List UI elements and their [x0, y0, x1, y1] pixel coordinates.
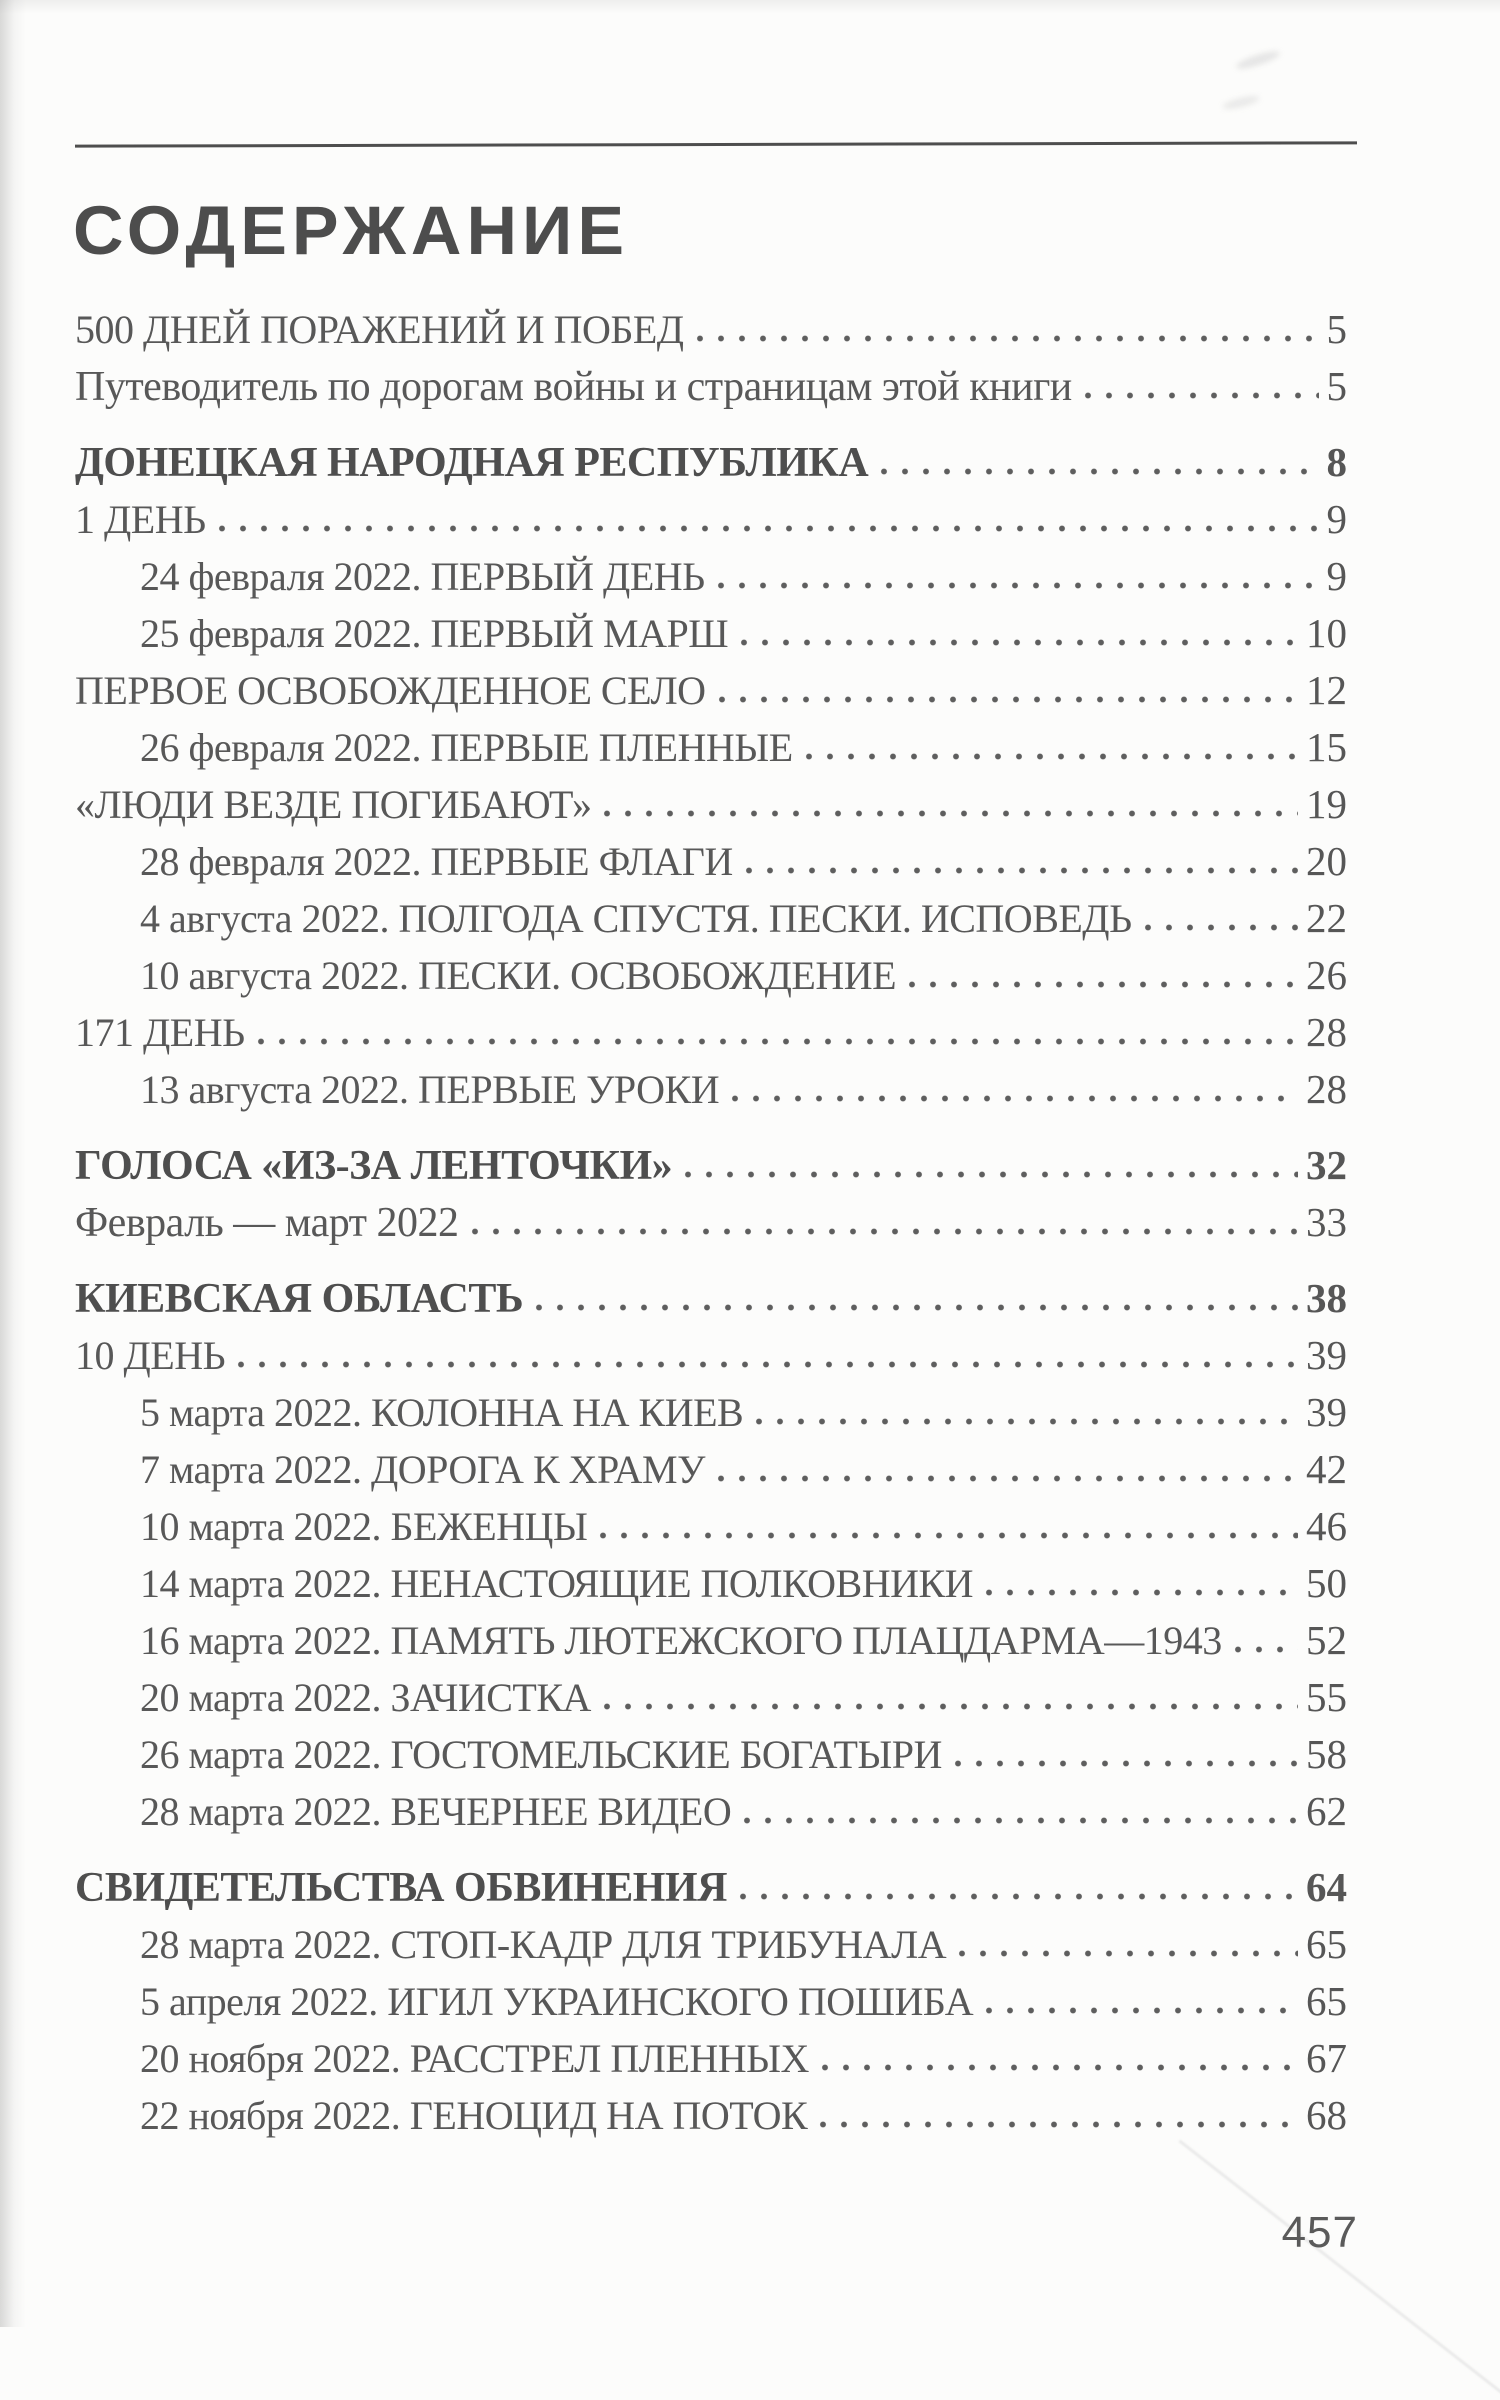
- toc-entry-page: 67: [1306, 2035, 1347, 2081]
- toc-entry-label: 20 ноября 2022. РАССТРЕЛ ПЛЕННЫХ: [140, 2036, 809, 2081]
- toc-entry: [75, 605, 1347, 662]
- dot-leader: [684, 1170, 1298, 1179]
- toc-entry: [75, 1555, 1347, 1612]
- toc-entry-label: 25 февраля 2022. ПЕРВЫЙ МАРШ: [140, 611, 729, 656]
- toc-entry: [75, 1726, 1347, 1783]
- toc-entry-label: 28 февраля 2022. ПЕРВЫЕ ФЛАГИ: [140, 839, 733, 884]
- dot-leader: [731, 1094, 1298, 1103]
- toc-entry-page: 22: [1306, 895, 1347, 941]
- toc-entry-label: 13 августа 2022. ПЕРВЫЕ УРОКИ: [140, 1067, 720, 1112]
- dot-leader: [739, 1892, 1298, 1901]
- dot-leader: [599, 1531, 1298, 1540]
- toc-entry-page: 8: [1326, 439, 1347, 485]
- toc-entry-label: 28 марта 2022. ВЕЧЕРНЕЕ ВИДЕО: [140, 1789, 732, 1834]
- toc-entry: [75, 1061, 1347, 1118]
- toc-entry: [75, 1441, 1347, 1498]
- toc-entry: [75, 1859, 1347, 1916]
- toc-entry: [75, 491, 1347, 548]
- dot-leader: [740, 638, 1298, 647]
- toc-entry-page: 68: [1306, 2092, 1347, 2138]
- toc-entry: [75, 301, 1347, 358]
- toc-entry-page: 46: [1306, 1503, 1347, 1549]
- dot-leader: [717, 581, 1319, 590]
- toc-entry-page: 65: [1306, 1921, 1347, 1967]
- toc-entry: [75, 719, 1347, 776]
- page-title: СОДЕРЖАНИЕ: [73, 192, 630, 269]
- toc-entry: [75, 947, 1347, 1004]
- toc-entry: [75, 1270, 1347, 1327]
- toc-entry-page: 10: [1306, 610, 1347, 656]
- dot-leader: [880, 467, 1318, 476]
- dot-leader: [908, 980, 1298, 989]
- toc-entry-label: «ЛЮДИ ВЕЗДЕ ПОГИБАЮТ»: [75, 782, 592, 827]
- toc-entry: [75, 1612, 1347, 1669]
- toc-entry-page: 9: [1326, 496, 1347, 542]
- toc-entry-label: 26 февраля 2022. ПЕРВЫЕ ПЛЕННЫЕ: [140, 725, 793, 770]
- toc-entry-label: 20 марта 2022. ЗАЧИСТКА: [140, 1675, 591, 1720]
- dot-leader: [755, 1417, 1298, 1426]
- toc-entry-page: 5: [1326, 363, 1347, 409]
- toc-entry: [75, 1327, 1347, 1384]
- toc-entry-page: 28: [1306, 1009, 1347, 1055]
- toc-entry-label: 7 марта 2022. ДОРОГА К ХРАМУ: [140, 1447, 705, 1492]
- toc-entry-page: 33: [1306, 1199, 1347, 1245]
- toc-entry-label: ДОНЕЦКАЯ НАРОДНАЯ РЕСПУБЛИКА: [75, 440, 869, 486]
- toc-entry: [75, 1783, 1347, 1840]
- toc-entry: [75, 548, 1347, 605]
- toc-entry-label: 10 ДЕНЬ: [75, 1333, 226, 1378]
- dot-leader: [954, 1759, 1298, 1768]
- toc-entry-label: 5 апреля 2022. ИГИЛ УКРАИНСКОГО ПОШИБА: [140, 1979, 974, 2024]
- dot-leader: [603, 1702, 1298, 1711]
- toc-entry: [75, 1498, 1347, 1555]
- toc-entry-page: 15: [1306, 724, 1347, 770]
- dot-leader: [471, 1227, 1298, 1236]
- toc-entry: [75, 776, 1347, 833]
- toc-entry-label: 16 марта 2022. ПАМЯТЬ ЛЮТЕЖСКОГО ПЛАЦДАРМА—1943: [140, 1618, 1222, 1663]
- dot-leader: [696, 334, 1319, 343]
- toc-entry-page: 28: [1306, 1066, 1347, 1112]
- toc-entry-page: 64: [1306, 1864, 1347, 1910]
- toc-entry: [75, 1004, 1347, 1061]
- dot-leader: [1084, 391, 1319, 400]
- dot-leader: [237, 1360, 1298, 1369]
- toc-entry: [75, 1669, 1347, 1726]
- toc-entry-page: 12: [1306, 667, 1347, 713]
- toc-entry-page: 39: [1306, 1332, 1347, 1378]
- toc-entry-label: 14 марта 2022. НЕНАСТОЯЩИЕ ПОЛКОВНИКИ: [140, 1561, 974, 1606]
- toc-entry: [75, 662, 1347, 719]
- toc-entry-page: 5: [1326, 306, 1347, 352]
- toc-entry-label: 5 марта 2022. КОЛОННА НА КИЕВ: [140, 1390, 744, 1435]
- dot-leader: [821, 2063, 1298, 2072]
- dot-leader: [603, 809, 1298, 818]
- dot-leader: [535, 1303, 1298, 1312]
- toc-entry-page: 39: [1306, 1389, 1347, 1435]
- toc-entry: [75, 1973, 1347, 2030]
- toc-entry-label: 24 февраля 2022. ПЕРВЫЙ ДЕНЬ: [140, 554, 705, 599]
- toc-entry-page: 42: [1306, 1446, 1347, 1492]
- dot-leader: [257, 1037, 1298, 1046]
- dot-leader: [718, 695, 1298, 704]
- toc-entry: [75, 1916, 1347, 1973]
- toc-entry-label: 10 марта 2022. БЕЖЕНЦЫ: [140, 1504, 588, 1549]
- toc-entry-label: 4 августа 2022. ПОЛГОДА СПУСТЯ. ПЕСКИ. ИСПОВЕДЬ: [140, 896, 1132, 941]
- scan-shadow-top: [0, 0, 1500, 14]
- toc-entry-page: 32: [1306, 1142, 1347, 1188]
- toc-entry: [75, 2030, 1347, 2087]
- dot-leader: [1234, 1645, 1298, 1654]
- toc-entry-label: КИЕВСКАЯ ОБЛАСТЬ: [75, 1276, 524, 1322]
- dot-leader: [218, 524, 1319, 533]
- toc-entry-page: 19: [1306, 781, 1347, 827]
- toc-entry-label: ГОЛОСА «ИЗ-ЗА ЛЕНТОЧКИ»: [75, 1143, 673, 1189]
- dot-leader: [985, 2006, 1298, 2015]
- toc-entry-page: 65: [1306, 1978, 1347, 2024]
- toc-entry: [75, 890, 1347, 947]
- toc-entry: [75, 2087, 1347, 2144]
- toc-entry-page: 50: [1306, 1560, 1347, 1606]
- dot-leader: [958, 1949, 1298, 1958]
- scan-smudge: [1235, 48, 1282, 72]
- toc-entry: [75, 1194, 1347, 1251]
- toc-entry-page: 26: [1306, 952, 1347, 998]
- toc-entry-page: 38: [1306, 1275, 1347, 1321]
- toc-entry-page: 52: [1306, 1617, 1347, 1663]
- toc-entry-label: 171 ДЕНЬ: [75, 1010, 245, 1055]
- toc-entry-page: 9: [1326, 553, 1347, 599]
- toc-entry-label: 500 ДНЕЙ ПОРАЖЕНИЙ И ПОБЕД: [75, 307, 684, 352]
- table-of-contents: [75, 301, 1347, 2144]
- toc-entry-page: 58: [1306, 1731, 1347, 1777]
- toc-entry: [75, 1137, 1347, 1194]
- dot-leader: [745, 866, 1298, 875]
- toc-entry-label: Февраль — март 2022: [75, 1200, 459, 1246]
- scan-shadow-left: [0, 0, 26, 2327]
- header-rule: [75, 141, 1357, 147]
- dot-leader: [743, 1816, 1298, 1825]
- toc-entry-label: 26 марта 2022. ГОСТОМЕЛЬСКИЕ БОГАТЫРИ: [140, 1732, 942, 1777]
- toc-entry: [75, 434, 1347, 491]
- toc-entry-label: 10 августа 2022. ПЕСКИ. ОСВОБОЖДЕНИЕ: [140, 953, 897, 998]
- toc-entry-label: 1 ДЕНЬ: [75, 497, 206, 542]
- toc-entry-label: Путеводитель по дорогам войны и страницам этой книги: [75, 364, 1072, 410]
- dot-leader: [985, 1588, 1298, 1597]
- toc-entry-label: 28 марта 2022. СТОП-КАДР ДЛЯ ТРИБУНАЛА: [140, 1922, 947, 1967]
- toc-entry-label: ПЕРВОЕ ОСВОБОЖДЕННОЕ СЕЛО: [75, 668, 706, 713]
- toc-entry-page: 55: [1306, 1674, 1347, 1720]
- dot-leader: [805, 752, 1298, 761]
- dot-leader: [717, 1474, 1298, 1483]
- toc-entry: [75, 358, 1347, 415]
- toc-entry-page: 20: [1306, 838, 1347, 884]
- toc-entry-page: 62: [1306, 1788, 1347, 1834]
- toc-entry-label: 22 ноября 2022. ГЕНОЦИД НА ПОТОК: [140, 2093, 808, 2138]
- dot-leader: [1144, 923, 1298, 932]
- folio-page-number: 457: [1281, 2208, 1358, 2257]
- toc-entry: [75, 1384, 1347, 1441]
- toc-entry: [75, 833, 1347, 890]
- scan-crease: [1179, 2140, 1500, 2400]
- scan-smudge: [1221, 94, 1260, 112]
- toc-entry-label: СВИДЕТЕЛЬСТВА ОБВИНЕНИЯ: [75, 1865, 727, 1911]
- dot-leader: [819, 2120, 1298, 2129]
